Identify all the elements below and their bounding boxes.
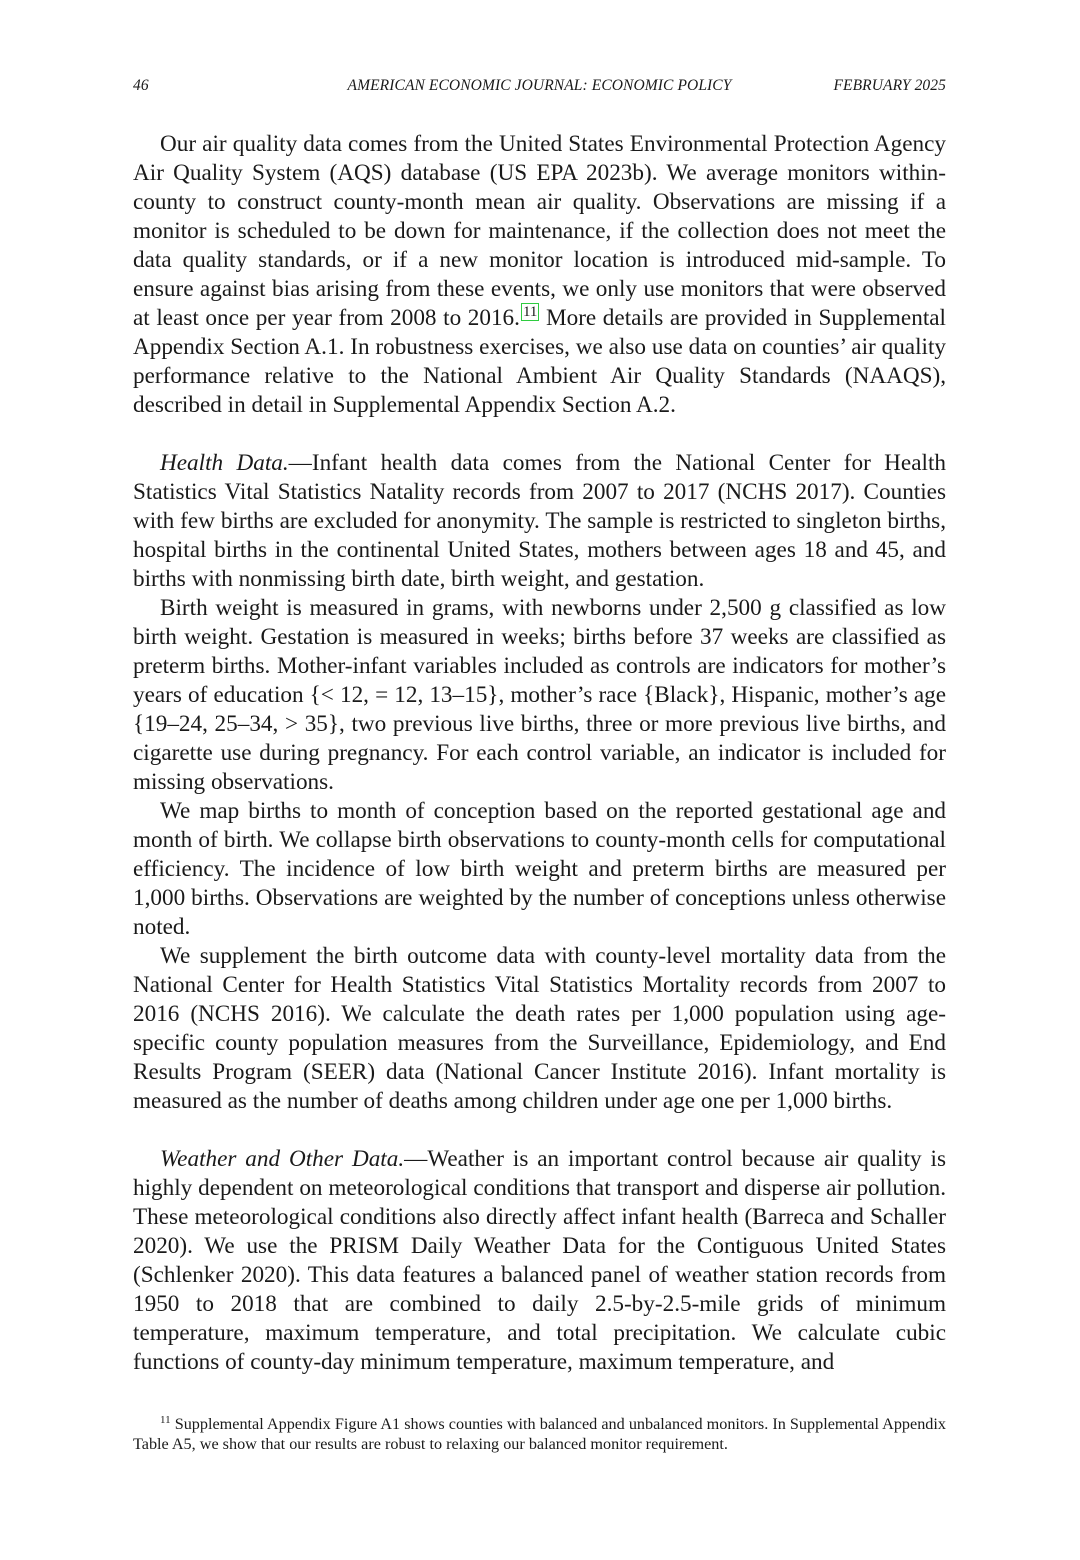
footnote-11 — [133, 1414, 946, 1454]
footnotes — [133, 1414, 946, 1454]
body-text — [133, 130, 946, 1377]
paragraph-birth-weight: Birth weight is measured in grams, with newborns under 2,500 g classified as low birth weight. Gestation is measured in weeks; births before 37 weeks are classified as preterm births. Mother-infant variables included as controls are indicators for mother’s years of education {< 12, = 12, 13–15}, mother’s race {Black}, Hispanic, mother’s age {19–24, 25–34, > 35}, two previous live births, three or more previous live births, and cigarette use during pregnancy. For each control variable, an indicator is included for missing observations. — [133, 595, 946, 795]
paragraph-health-data — [133, 449, 946, 594]
paragraph-mortality: We supplement the birth outcome data with county-level mortality data from the National Center for Health Statistics Vital Statistics Mortality records from 2007 to 2016 (NCHS 2016). We calculate the death rates per 1,000 population using age-specific county population measures from the Surveillance, Epidemiology, and End Results Program (SEER) data (National Cancer Institute 2016). Infant mortality is measured as the number of deaths among children under age one per 1,000 births. — [133, 943, 946, 1114]
paragraph-text: —Weather is an important control because air quality is highly dependent on meteorological conditions that transport and disperse air pollution. These meteorological conditions also directly affect infant health (Barreca and Schaller 2020). We use the PRISM Daily Weather Data for the Contiguous United States (Schlenker 2020). This data features a balanced panel of weather station records from 1950 to 2018 that are combined to daily 2.5-by-2.5-mile grids of minimum temperature, maximum temperature, and total precipitation. We calculate cubic functions of county-day minimum temperature, maximum temperature, and — [133, 1146, 946, 1375]
footnote-text: Supplemental Appendix Figure A1 shows counties with balanced and unbalanced monitors. In Supplemental Appendix Table A5, we show that our results are robust to relaxing our balanced monitor requirement. — [133, 1415, 946, 1453]
footnote-number: 11 — [160, 1414, 171, 1426]
paragraph-text: Our air quality data comes from the United States Environmental Protection Agency Air Quality System (AQS) database (US EPA 2023b). We average monitors within-county to construct county-month mean air quality. Observations are missing if a monitor is scheduled to be down for maintenance, if the collection does not meet the data quality standards, or if a new monitor location is introduced mid-sample. To ensure against bias arising from these events, we only use monitors that were observed at least once per year from 2008 to 2016. — [133, 131, 946, 331]
section-heading-health-data: Health Data. — [160, 450, 289, 476]
section-heading-weather-data: Weather and Other Data. — [160, 1146, 405, 1172]
page-number: 46 — [133, 77, 149, 94]
running-header — [133, 77, 946, 97]
paragraph-text: More details are provided in Supplemental Appendix Section A.1. In robustness exercises, we also use data on counties’ air quality performance relative to the National Ambient Air Quality Standards (NAAQS), described in detail in Supplemental Appendix Section A.2. — [133, 305, 946, 418]
paragraph-weather-data — [133, 1145, 946, 1377]
paragraph-air-quality — [133, 130, 946, 420]
paragraph-conception: We map births to month of conception based on the reported gestational age and month of birth. We collapse birth observations to county-month cells for computational efficiency. The incidence of low birth weight and preterm births are measured per 1,000 births. Observations are weighted by the number of conceptions unless otherwise noted. — [133, 798, 946, 940]
paragraph-text: —Infant health data comes from the National Center for Health Statistics Vital Statistics Natality records from 2007 to 2017 (NCHS 2017). Counties with few births are excluded for anonymity. The sample is restricted to singleton births, hospital births in the continental United States, mothers between ages 18 and 45, and births with nonmissing birth date, birth weight, and gestation. — [133, 450, 946, 592]
footnote-link-11[interactable]: 11 — [522, 304, 538, 320]
issue-date: FEBRUARY 2025 — [833, 77, 946, 94]
journal-title: AMERICAN ECONOMIC JOURNAL: ECONOMIC POLICY — [347, 77, 732, 94]
